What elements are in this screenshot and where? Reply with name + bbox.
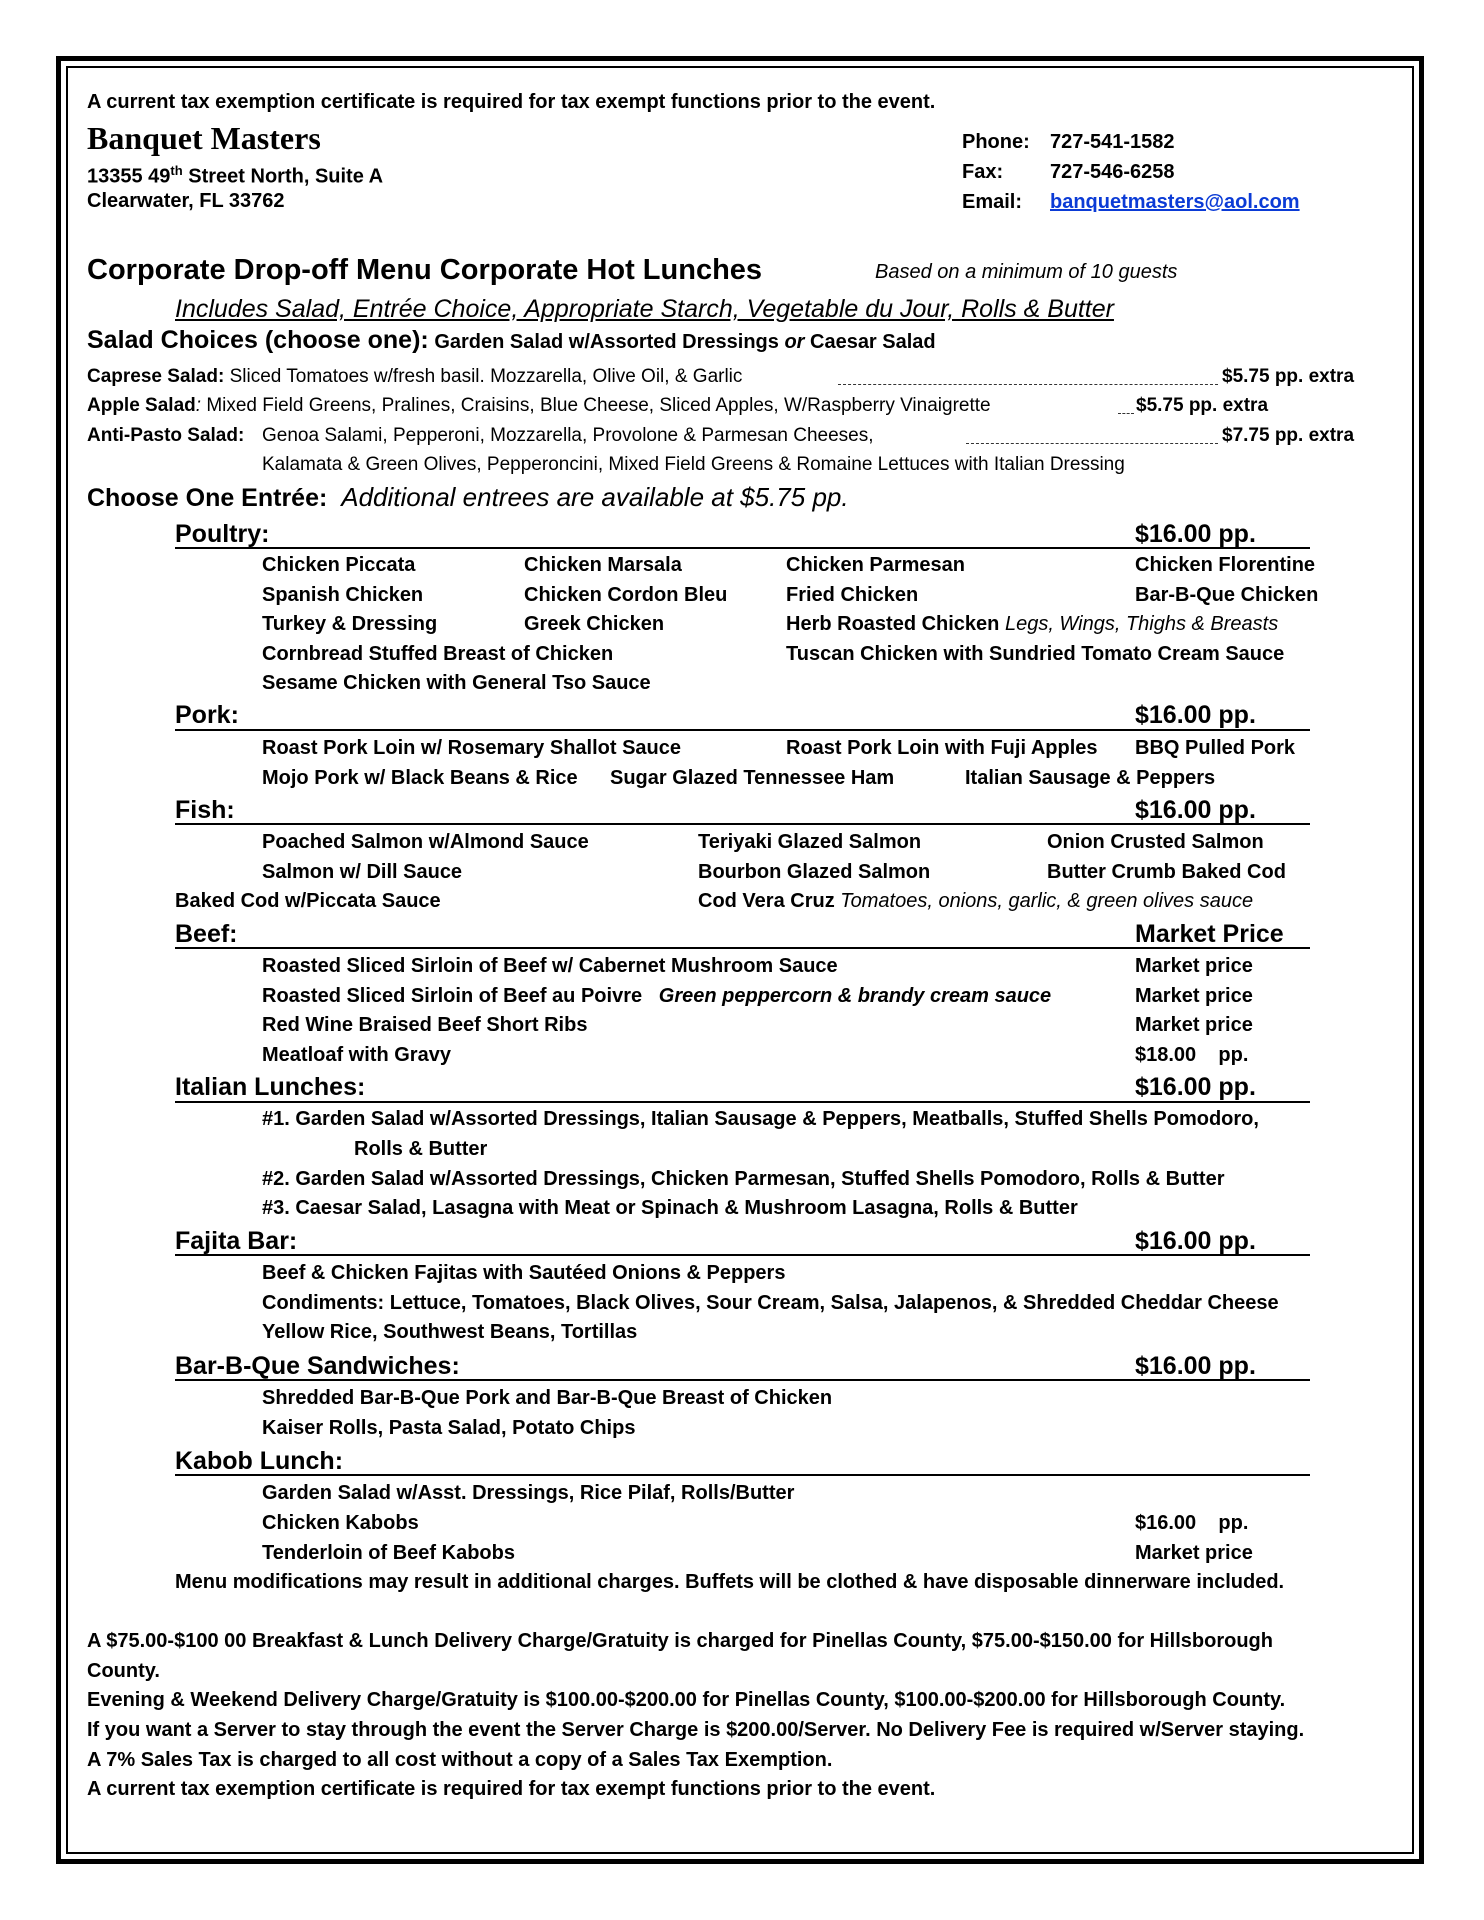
pork-price: $16.00 pp. (1135, 701, 1256, 729)
italian-option-3: #3. Caesar Salad, Lasagna with Meat or Spinach & Mushroom Lasagna, Rolls & Butter (262, 1197, 1078, 1219)
salad-choice-or: or (784, 331, 805, 353)
pork-item: Italian Sausage & Peppers (965, 767, 1216, 789)
street-superscript: th (170, 163, 183, 178)
fish-item: Salmon w/ Dill Sauce (262, 861, 463, 883)
email-link[interactable]: banquetmasters@aol.com (1050, 191, 1300, 213)
sales-tax-note: A 7% Sales Tax is charged to all cost without a copy of a Sales Tax Exemption. (87, 1749, 833, 1771)
fish-item-note: Tomatoes, onions, garlic, & green olives sauce (840, 890, 1254, 912)
apple-label: Apple Salad (87, 395, 196, 416)
beef-item: Red Wine Braised Beef Short Ribs (262, 1014, 588, 1036)
fax-number: 727-546-6258 (1050, 161, 1175, 183)
poultry-item: Chicken Piccata (262, 554, 416, 576)
poultry-item: Spanish Chicken (262, 584, 424, 606)
pork-item: Sugar Glazed Tennessee Ham (610, 767, 895, 789)
menu-minimum: Based on a minimum of 10 guests (875, 261, 1178, 283)
server-charge-note: If you want a Server to stay through the event the Server Charge is $200.00/Server. No Delivery Fee is required w/Server staying. (87, 1719, 1305, 1741)
phone-label: Phone: (962, 131, 1030, 153)
poultry-item: Greek Chicken (524, 613, 665, 635)
poultry-item: Chicken Parmesan (786, 554, 965, 576)
poultry-item: Bar-B-Que Chicken (1135, 584, 1319, 606)
antipasto-desc: Genoa Salami, Pepperoni, Mozzarella, Provolone & Parmesan Cheeses, (262, 425, 874, 446)
fish-rule (175, 823, 1310, 825)
beef-item-price: Market price (1135, 955, 1253, 977)
poultry-price: $16.00 pp. (1135, 520, 1256, 548)
delivery-charge-note: A $75.00-$100 00 Breakfast & Lunch Delivery Charge/Gratuity is charged for Pinellas County, $75.00-$150.00 for Hillsborough (87, 1630, 1273, 1652)
entree-row (87, 482, 849, 513)
company-name: Banquet Masters (87, 120, 321, 156)
pork-item: Roast Pork Loin w/ Rosemary Shallot Sauce (262, 737, 682, 759)
top-tax-notice: A current tax exemption certificate is required for tax exempt functions prior to the event. (87, 91, 936, 113)
bbq-rule (175, 1379, 1310, 1381)
poultry-item: Fried Chicken (786, 584, 919, 606)
italian-option-1-cont: Rolls & Butter (354, 1138, 488, 1160)
kabob-item: Chicken Kabobs (262, 1512, 419, 1534)
beef-item: Roasted Sliced Sirloin of Beef w/ Cabernet Mushroom Sauce (262, 955, 838, 977)
apple-desc: Mixed Field Greens, Pralines, Craisins, Blue Cheese, Sliced Apples, W/Raspberry Vinaigrette (206, 395, 991, 416)
fish-item: Baked Cod w/Piccata Sauce (175, 890, 441, 912)
poultry-rule (175, 547, 1310, 549)
italian-rule (175, 1101, 1310, 1103)
fajita-price: $16.00 pp. (1135, 1227, 1256, 1255)
kabob-item-price: $16.00 pp. (1135, 1512, 1249, 1534)
fajita-heading: Fajita Bar: (175, 1227, 298, 1255)
poultry-item: Herb Roasted Chicken (786, 613, 1000, 635)
tax-exemption-note: A current tax exemption certificate is required for tax exempt functions prior to the event. (87, 1778, 936, 1800)
fajita-line: Condiments: Lettuce, Tomatoes, Black Olives, Sour Cream, Salsa, Jalapenos, & Shredded Cheddar Cheese (262, 1292, 1279, 1314)
beef-item: Meatloaf with Gravy (262, 1044, 451, 1066)
salad-choices-row (87, 328, 936, 354)
beef-rule (175, 947, 1310, 949)
caprese-desc: Sliced Tomatoes w/fresh basil. Mozzarella, Olive Oil, & Garlic (229, 366, 743, 387)
caprese-label: Caprese Salad: (87, 366, 225, 387)
beef-item-price: Market price (1135, 985, 1253, 1007)
antipasto-label: Anti-Pasto Salad: (87, 425, 245, 446)
kabob-item: Tenderloin of Beef Kabobs (262, 1542, 515, 1564)
company-city: Clearwater, FL 33762 (87, 190, 285, 212)
apple-colon: : (195, 395, 202, 416)
entree-heading: Choose One Entrée: (87, 484, 328, 512)
apple-leader (1118, 413, 1134, 414)
caprese-row (87, 365, 742, 389)
kabob-rule (175, 1474, 1310, 1476)
bbq-heading: Bar-B-Que Sandwiches: (175, 1352, 460, 1380)
poultry-item-note: Legs, Wings, Thighs & Breasts (1004, 613, 1279, 635)
beef-poivre-row (262, 984, 1051, 1008)
salad-choice-b: Caesar Salad (810, 331, 936, 353)
poultry-item: Turkey & Dressing (262, 613, 438, 635)
fish-item: Butter Crumb Baked Cod (1047, 861, 1286, 883)
salad-choice-a: Garden Salad w/Assorted Dressings (434, 331, 779, 353)
email-label: Email: (962, 191, 1023, 213)
beef-item-price: $18.00 pp. (1135, 1044, 1249, 1066)
fish-vera-cruz-row (698, 889, 1253, 913)
street-prefix: 13355 49 (87, 165, 171, 188)
poultry-item: Tuscan Chicken with Sundried Tomato Cream Sauce (786, 643, 1285, 665)
menu-includes: Includes Salad, Entrée Choice, Appropriate Starch, Vegetable du Jour, Rolls & Butter (175, 295, 1114, 323)
fish-item: Cod Vera Cruz (698, 890, 835, 912)
bbq-price: $16.00 pp. (1135, 1352, 1256, 1380)
fajita-line: Beef & Chicken Fajitas with Sautéed Onions & Peppers (262, 1262, 786, 1284)
poultry-item: Chicken Marsala (524, 554, 682, 576)
italian-heading: Italian Lunches: (175, 1073, 366, 1101)
fish-item: Onion Crusted Salmon (1047, 831, 1264, 853)
kabob-heading: Kabob Lunch: (175, 1447, 344, 1475)
apple-price: $5.75 pp. extra (1136, 395, 1269, 416)
poultry-item: Cornbread Stuffed Breast of Chicken (262, 643, 614, 665)
fish-item: Teriyaki Glazed Salmon (698, 831, 922, 853)
apple-row (87, 394, 991, 418)
menu-modifications-note: Menu modifications may result in additional charges. Buffets will be clothed & have disposable dinnerware included. (175, 1571, 1285, 1593)
kabob-item-price: Market price (1135, 1542, 1253, 1564)
antipasto-leader (966, 443, 1218, 444)
fish-item: Poached Salmon w/Almond Sauce (262, 831, 589, 853)
poultry-item: Chicken Florentine (1135, 554, 1316, 576)
pork-rule (175, 729, 1310, 731)
poultry-herb-row (786, 612, 1278, 636)
pork-item: BBQ Pulled Pork (1135, 737, 1296, 759)
menu-title: Corporate Drop-off Menu Corporate Hot Lunches (87, 254, 763, 286)
italian-option-1: #1. Garden Salad w/Assorted Dressings, Italian Sausage & Peppers, Meatballs, Stuffed Shells Pomodoro, (262, 1108, 1259, 1130)
caprese-price: $5.75 pp. extra (1222, 366, 1355, 387)
bbq-line: Shredded Bar-B-Que Pork and Bar-B-Que Breast of Chicken (262, 1387, 833, 1409)
antipasto-desc-2: Kalamata & Green Olives, Pepperoncini, Mixed Field Greens & Romaine Lettuces with Italian Dressing (262, 454, 1125, 475)
pork-item: Mojo Pork w/ Black Beans & Rice (262, 767, 578, 789)
fajita-line: Yellow Rice, Southwest Beans, Tortillas (262, 1321, 638, 1343)
poultry-item: Chicken Cordon Bleu (524, 584, 728, 606)
kabob-line: Garden Salad w/Asst. Dressings, Rice Pilaf, Rolls/Butter (262, 1482, 795, 1504)
beef-item: Roasted Sliced Sirloin of Beef au Poivre (262, 985, 643, 1007)
beef-price: Market Price (1135, 920, 1284, 948)
company-street (87, 159, 383, 189)
fish-heading: Fish: (175, 796, 235, 824)
pork-item: Roast Pork Loin with Fuji Apples (786, 737, 1098, 759)
beef-heading: Beef: (175, 920, 238, 948)
italian-option-2: #2. Garden Salad w/Assorted Dressings, Chicken Parmesan, Stuffed Shells Pomodoro, Rolls & Butter (262, 1168, 1225, 1190)
phone-number: 727-541-1582 (1050, 131, 1175, 153)
entree-note: Additional entrees are available at $5.75 pp. (341, 482, 849, 512)
evening-delivery-note: Evening & Weekend Delivery Charge/Gratuity is $100.00-$200.00 for Pinellas County, $100.00-$200.00 for Hillsborough County. (87, 1689, 1286, 1711)
pork-heading: Pork: (175, 701, 239, 729)
fish-item: Bourbon Glazed Salmon (698, 861, 931, 883)
poultry-heading: Poultry: (175, 520, 270, 548)
bbq-line: Kaiser Rolls, Pasta Salad, Potato Chips (262, 1417, 636, 1439)
salad-heading: Salad Choices (choose one): (87, 326, 429, 354)
antipasto-price: $7.75 pp. extra (1222, 425, 1355, 446)
street-suffix: Street North, Suite A (182, 165, 384, 188)
delivery-charge-note-cont: County. (87, 1660, 160, 1682)
poultry-item: Sesame Chicken with General Tso Sauce (262, 672, 651, 694)
caprese-leader (838, 384, 1218, 385)
fish-price: $16.00 pp. (1135, 796, 1256, 824)
beef-item-note: Green peppercorn & brandy cream sauce (658, 985, 1052, 1007)
italian-price: $16.00 pp. (1135, 1073, 1256, 1101)
fajita-rule (175, 1254, 1310, 1256)
fax-label: Fax: (962, 161, 1004, 183)
beef-item-price: Market price (1135, 1014, 1253, 1036)
